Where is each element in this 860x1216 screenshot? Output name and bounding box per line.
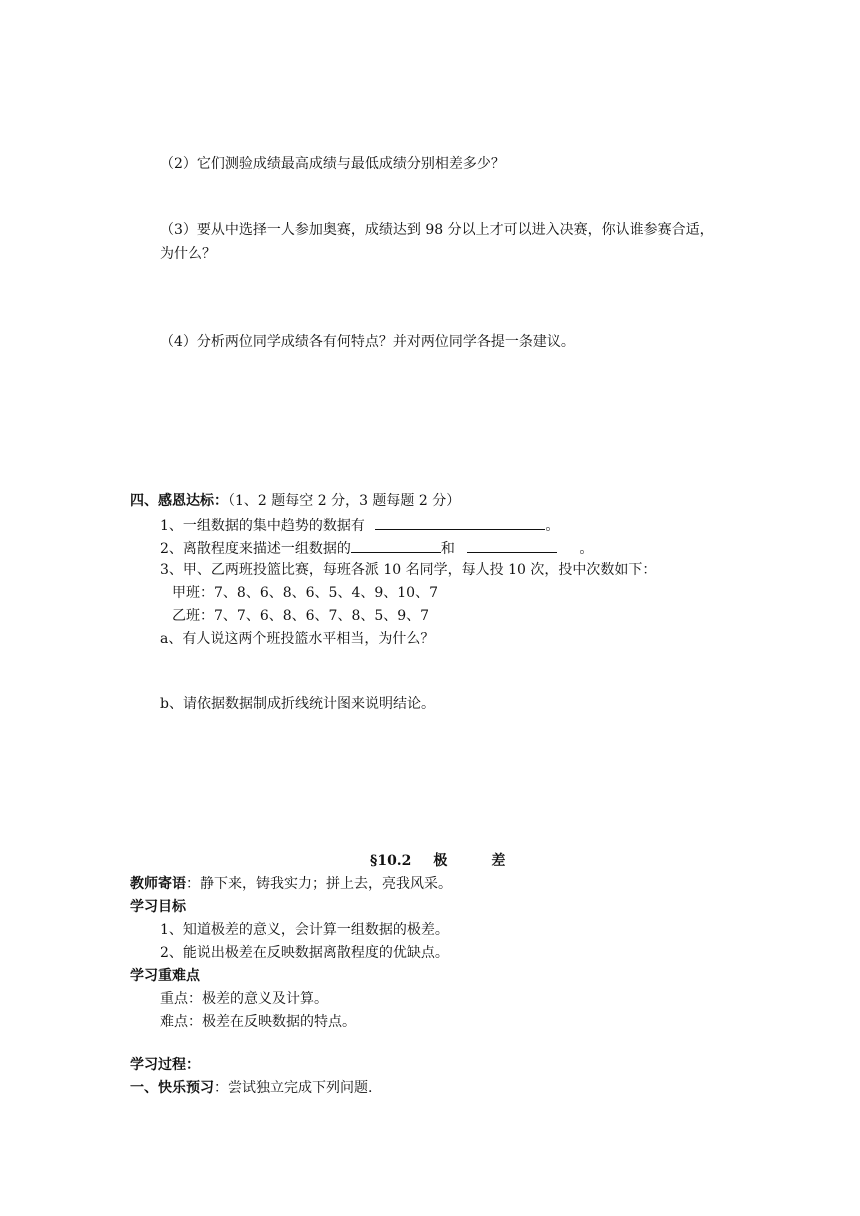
teacher-message bbox=[130, 875, 452, 893]
section-4-heading: 四、感恩达标： bbox=[130, 493, 228, 509]
key-point: 重点：极差的意义及计算。 bbox=[160, 991, 328, 1007]
answer-blank-3[interactable] bbox=[467, 538, 557, 553]
section-4-item-2 bbox=[160, 538, 593, 558]
lesson-title-char-1: 极 bbox=[433, 853, 448, 869]
happy-preview-text: ：尝试独立完成下列问题. bbox=[214, 1080, 373, 1096]
question-3-line-2: 为什么？ bbox=[160, 246, 216, 262]
learning-process-colon: ： bbox=[186, 1057, 200, 1073]
item-1-text: 1、一组数据的集中趋势的数据有 bbox=[160, 518, 365, 534]
happy-preview bbox=[130, 1079, 372, 1097]
section-4-score-note: （1、2 题每空 2 分，3 题每题 2 分） bbox=[228, 493, 461, 509]
item-1-suffix: 。 bbox=[545, 518, 560, 534]
happy-preview-heading: 一、快乐预习 bbox=[130, 1080, 214, 1096]
section-4-item-1 bbox=[160, 515, 559, 535]
learning-goal-2: 2、能说出极差在反映数据离散程度的优缺点。 bbox=[160, 945, 449, 961]
item-2-suffix: 。 bbox=[579, 541, 594, 557]
item-2-text: 2、离散程度来描述一组数据的 bbox=[160, 541, 351, 557]
learning-process bbox=[130, 1056, 200, 1074]
class-a-scores: 甲班：7、8、6、8、6、5、4、9、10、7 bbox=[172, 585, 438, 601]
class-b-scores: 乙班：7、7、6、8、6、7、8、5、9、7 bbox=[172, 608, 430, 624]
answer-blank-1[interactable] bbox=[375, 515, 545, 530]
lesson-title-char-2: 差 bbox=[491, 853, 506, 869]
lesson-title-number: §10.2 bbox=[370, 853, 412, 869]
sub-question-a: a、有人说这两个班投篮水平相当，为什么？ bbox=[160, 631, 435, 647]
question-2: （2）它们测验成绩最高成绩与最低成绩分别相差多少？ bbox=[160, 156, 505, 172]
learning-goal-1: 1、知道极差的意义，会计算一组数据的极差。 bbox=[160, 922, 449, 938]
answer-blank-2[interactable] bbox=[351, 538, 441, 553]
section-4-header bbox=[130, 492, 460, 510]
lesson-title bbox=[370, 852, 505, 870]
learning-process-heading: 学习过程 bbox=[130, 1057, 186, 1073]
teacher-message-text: ：静下来，铸我实力；拼上去，亮我风采。 bbox=[186, 876, 452, 892]
question-4: （4）分析两位同学成绩各有何特点？并对两位同学各提一条建议。 bbox=[160, 334, 575, 350]
item-2-and: 和 bbox=[440, 541, 455, 557]
question-3-line-1: （3）要从中选择一人参加奥赛，成绩达到 98 分以上才可以进入决赛，你认谁参赛合适， bbox=[160, 222, 714, 238]
difficult-point: 难点：极差在反映数据的特点。 bbox=[160, 1014, 356, 1030]
section-4-item-3: 3、甲、乙两班投篮比赛，每班各派 10 名同学，每人投 10 次，投中次数如下： bbox=[160, 562, 657, 578]
teacher-message-label: 教师寄语 bbox=[130, 876, 186, 892]
learning-goals-heading: 学习目标 bbox=[130, 899, 186, 915]
key-difficult-heading: 学习重难点 bbox=[130, 968, 200, 984]
sub-question-b: b、请依据数据制成折线统计图来说明结论。 bbox=[160, 696, 435, 712]
